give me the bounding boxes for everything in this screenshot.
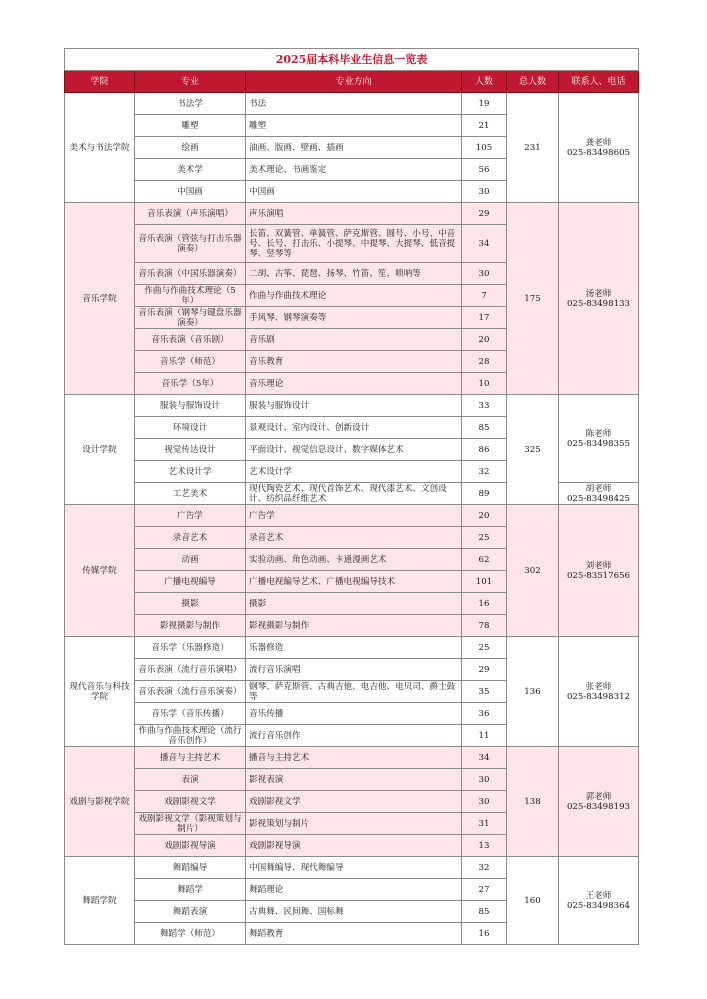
- college-total: 231: [507, 93, 559, 203]
- major-direction: 摄影: [246, 593, 462, 615]
- major-direction: 声乐演唱: [246, 203, 462, 225]
- contact-phone: 025-83498605: [566, 147, 631, 158]
- major-name: 音乐表演（钢琴与键盘乐器演奏）: [135, 307, 246, 329]
- major-name: 艺术设计学: [135, 461, 246, 483]
- major-name: 音乐学（5年）: [135, 373, 246, 395]
- header-count: 人数: [462, 71, 507, 93]
- major-direction: 作曲与作曲技术理论: [246, 285, 462, 307]
- major-direction: 雕塑: [246, 115, 462, 137]
- contact-name: 陈老师: [585, 428, 612, 439]
- college-name: 设计学院: [65, 395, 135, 505]
- major-direction: 艺术设计学: [246, 461, 462, 483]
- major-direction: 影视策划与制片: [246, 813, 462, 835]
- college-total: 160: [507, 857, 559, 945]
- major-direction: 音乐传播: [246, 703, 462, 725]
- student-count: 16: [462, 923, 507, 945]
- major-direction: 景观设计、室内设计、创新设计: [246, 417, 462, 439]
- table-row: [65, 203, 639, 225]
- major-name: 工艺美术: [135, 483, 246, 505]
- college-total: 136: [507, 637, 559, 747]
- header-total: 总人数: [507, 71, 559, 93]
- contact-phone: 025-83498133: [566, 298, 631, 309]
- table-row: [65, 637, 639, 659]
- table-row: [65, 747, 639, 769]
- contact-phone: 025-83498425: [566, 493, 631, 504]
- major-name: 戏剧影视导演: [135, 835, 246, 857]
- header-contact: 联系人、电话: [559, 71, 639, 93]
- major-direction: 平面设计、视觉信息设计、数字媒体艺术: [246, 439, 462, 461]
- major-name: 音乐表演（流行音乐演奏）: [135, 681, 246, 703]
- major-direction: 乐器修造: [246, 637, 462, 659]
- student-count: 25: [462, 527, 507, 549]
- student-count: 30: [462, 769, 507, 791]
- student-count: 89: [462, 483, 507, 505]
- major-direction: 服装与服饰设计: [246, 395, 462, 417]
- student-count: 32: [462, 857, 507, 879]
- major-name: 戏剧影视文学: [135, 791, 246, 813]
- student-count: 10: [462, 373, 507, 395]
- major-name: 环境设计: [135, 417, 246, 439]
- student-count: 13: [462, 835, 507, 857]
- major-name: 音乐表演（管弦与打击乐器演奏）: [135, 225, 246, 263]
- major-direction: 二胡、古筝、琵琶、扬琴、竹笛、笙、唢呐等: [246, 263, 462, 285]
- major-direction: 音乐教育: [246, 351, 462, 373]
- college-name: 舞蹈学院: [65, 857, 135, 945]
- major-name: 播音与主持艺术: [135, 747, 246, 769]
- major-direction: 钢琴、萨克斯管、古典吉他、电吉他、电贝司、爵士鼓等: [246, 681, 462, 703]
- student-count: 19: [462, 93, 507, 115]
- contact-cell: [559, 747, 639, 857]
- student-count: 85: [462, 901, 507, 923]
- contact-name: 郭老师: [585, 791, 612, 802]
- major-name: 戏剧影视文学（影视策划与制片）: [135, 813, 246, 835]
- student-count: 86: [462, 439, 507, 461]
- student-count: 25: [462, 637, 507, 659]
- contact-name: 刘老师: [585, 560, 612, 571]
- major-name: 服装与服饰设计: [135, 395, 246, 417]
- major-name: 作曲与作曲技术理论（流行音乐创作）: [135, 725, 246, 747]
- major-direction: 广告学: [246, 505, 462, 527]
- header-college: 学院: [65, 71, 135, 93]
- student-count: 101: [462, 571, 507, 593]
- contact-phone: 025-83498364: [566, 900, 631, 911]
- major-name: 中国画: [135, 181, 246, 203]
- student-count: 56: [462, 159, 507, 181]
- college-total: 302: [507, 505, 559, 637]
- student-count: 30: [462, 181, 507, 203]
- contact-name: 汤老师: [585, 288, 612, 299]
- major-name: 绘画: [135, 137, 246, 159]
- major-name: 影视摄影与制作: [135, 615, 246, 637]
- header-direction: 专业方向: [246, 71, 462, 93]
- contact-cell: [559, 857, 639, 945]
- contact-name: 王老师: [585, 890, 612, 901]
- table-title: 2025届本科毕业生信息一览表: [65, 49, 639, 71]
- table-row: [65, 505, 639, 527]
- contact-cell: [559, 93, 639, 203]
- major-direction: 中国舞编导、现代舞编导: [246, 857, 462, 879]
- college-total: 325: [507, 395, 559, 505]
- table-row: [65, 857, 639, 879]
- college-name: 音乐学院: [65, 203, 135, 395]
- student-count: 105: [462, 137, 507, 159]
- contact-cell: [559, 395, 639, 483]
- student-count: 34: [462, 747, 507, 769]
- major-name: 表演: [135, 769, 246, 791]
- major-direction: 书法: [246, 93, 462, 115]
- student-count: 28: [462, 351, 507, 373]
- contact-phone: 025-83517656: [566, 570, 631, 581]
- contact-name: 胡老师: [585, 483, 612, 494]
- header-major: 专业: [135, 71, 246, 93]
- major-name: 广告学: [135, 505, 246, 527]
- student-count: 32: [462, 461, 507, 483]
- graduate-info-table: [64, 48, 639, 945]
- major-direction: 舞蹈理论: [246, 879, 462, 901]
- major-name: 舞蹈学: [135, 879, 246, 901]
- contact-phone: 025-83498193: [566, 801, 631, 812]
- major-name: 音乐学（师范）: [135, 351, 246, 373]
- major-name: 音乐表演（音乐剧）: [135, 329, 246, 351]
- major-name: 作曲与作曲技术理论（5年）: [135, 285, 246, 307]
- major-name: 音乐表演（声乐演唱）: [135, 203, 246, 225]
- student-count: 30: [462, 263, 507, 285]
- major-name: 音乐表演（中国乐器演奏）: [135, 263, 246, 285]
- student-count: 30: [462, 791, 507, 813]
- student-count: 62: [462, 549, 507, 571]
- major-direction: 实验动画、角色动画、卡通漫画艺术: [246, 549, 462, 571]
- student-count: 17: [462, 307, 507, 329]
- major-direction: 古典舞、民间舞、国标舞: [246, 901, 462, 923]
- major-name: 音乐学（音乐传播）: [135, 703, 246, 725]
- student-count: 16: [462, 593, 507, 615]
- contact-phone: 025-83498355: [566, 438, 631, 449]
- student-count: 33: [462, 395, 507, 417]
- student-count: 20: [462, 505, 507, 527]
- major-direction: 现代陶瓷艺术、现代首饰艺术、现代漆艺术、文创设计、纺织品纤维艺术: [246, 483, 462, 505]
- student-count: 31: [462, 813, 507, 835]
- student-count: 11: [462, 725, 507, 747]
- college-name: 美术与书法学院: [65, 93, 135, 203]
- college-name: 传媒学院: [65, 505, 135, 637]
- major-name: 视觉传达设计: [135, 439, 246, 461]
- major-direction: 音乐理论: [246, 373, 462, 395]
- major-direction: 影视摄影与制作: [246, 615, 462, 637]
- major-name: 音乐表演（流行音乐演唱）: [135, 659, 246, 681]
- major-direction: 美术理论、书画鉴定: [246, 159, 462, 181]
- major-direction: 播音与主持艺术: [246, 747, 462, 769]
- student-count: 85: [462, 417, 507, 439]
- major-direction: 流行音乐创作: [246, 725, 462, 747]
- major-direction: 流行音乐演唱: [246, 659, 462, 681]
- table-row: [65, 395, 639, 417]
- contact-name: 张老师: [585, 681, 612, 692]
- student-count: 20: [462, 329, 507, 351]
- student-count: 29: [462, 203, 507, 225]
- major-direction: 中国画: [246, 181, 462, 203]
- student-count: 21: [462, 115, 507, 137]
- major-name: 舞蹈表演: [135, 901, 246, 923]
- major-name: 书法学: [135, 93, 246, 115]
- major-direction: 广播电视编导艺术、广播电视编导技术: [246, 571, 462, 593]
- college-name: 戏剧与影视学院: [65, 747, 135, 857]
- student-count: 29: [462, 659, 507, 681]
- contact-name: 龚老师: [585, 137, 612, 148]
- major-name: 录音艺术: [135, 527, 246, 549]
- student-count: 7: [462, 285, 507, 307]
- major-name: 美术学: [135, 159, 246, 181]
- student-count: 34: [462, 225, 507, 263]
- contact-cell: [559, 483, 639, 505]
- major-direction: 手风琴、钢琴演奏等: [246, 307, 462, 329]
- major-name: 摄影: [135, 593, 246, 615]
- header-row: [65, 71, 639, 93]
- major-direction: 录音艺术: [246, 527, 462, 549]
- major-direction: 长笛、双簧管、单簧管、萨克斯管、圆号、小号、中音号、长号、打击乐、小提琴、中提琴、大提琴、低音提琴、竖琴等: [246, 225, 462, 263]
- major-name: 广播电视编导: [135, 571, 246, 593]
- major-direction: 音乐剧: [246, 329, 462, 351]
- major-name: 雕塑: [135, 115, 246, 137]
- major-name: 动画: [135, 549, 246, 571]
- major-direction: 戏剧影视导演: [246, 835, 462, 857]
- major-name: 舞蹈学（师范）: [135, 923, 246, 945]
- contact-cell: [559, 203, 639, 395]
- contact-cell: [559, 637, 639, 747]
- major-direction: 影视表演: [246, 769, 462, 791]
- table-row: [65, 93, 639, 115]
- major-direction: 舞蹈教育: [246, 923, 462, 945]
- college-name: 现代音乐与科技学院: [65, 637, 135, 747]
- student-count: 78: [462, 615, 507, 637]
- major-name: 音乐学（乐器修造）: [135, 637, 246, 659]
- contact-phone: 025-83498312: [566, 691, 631, 702]
- major-name: 舞蹈编导: [135, 857, 246, 879]
- student-count: 36: [462, 703, 507, 725]
- major-direction: 戏剧影视文学: [246, 791, 462, 813]
- college-total: 175: [507, 203, 559, 395]
- student-count: 35: [462, 681, 507, 703]
- student-count: 27: [462, 879, 507, 901]
- contact-cell: [559, 505, 639, 637]
- college-total: 138: [507, 747, 559, 857]
- major-direction: 油画、版画、壁画、插画: [246, 137, 462, 159]
